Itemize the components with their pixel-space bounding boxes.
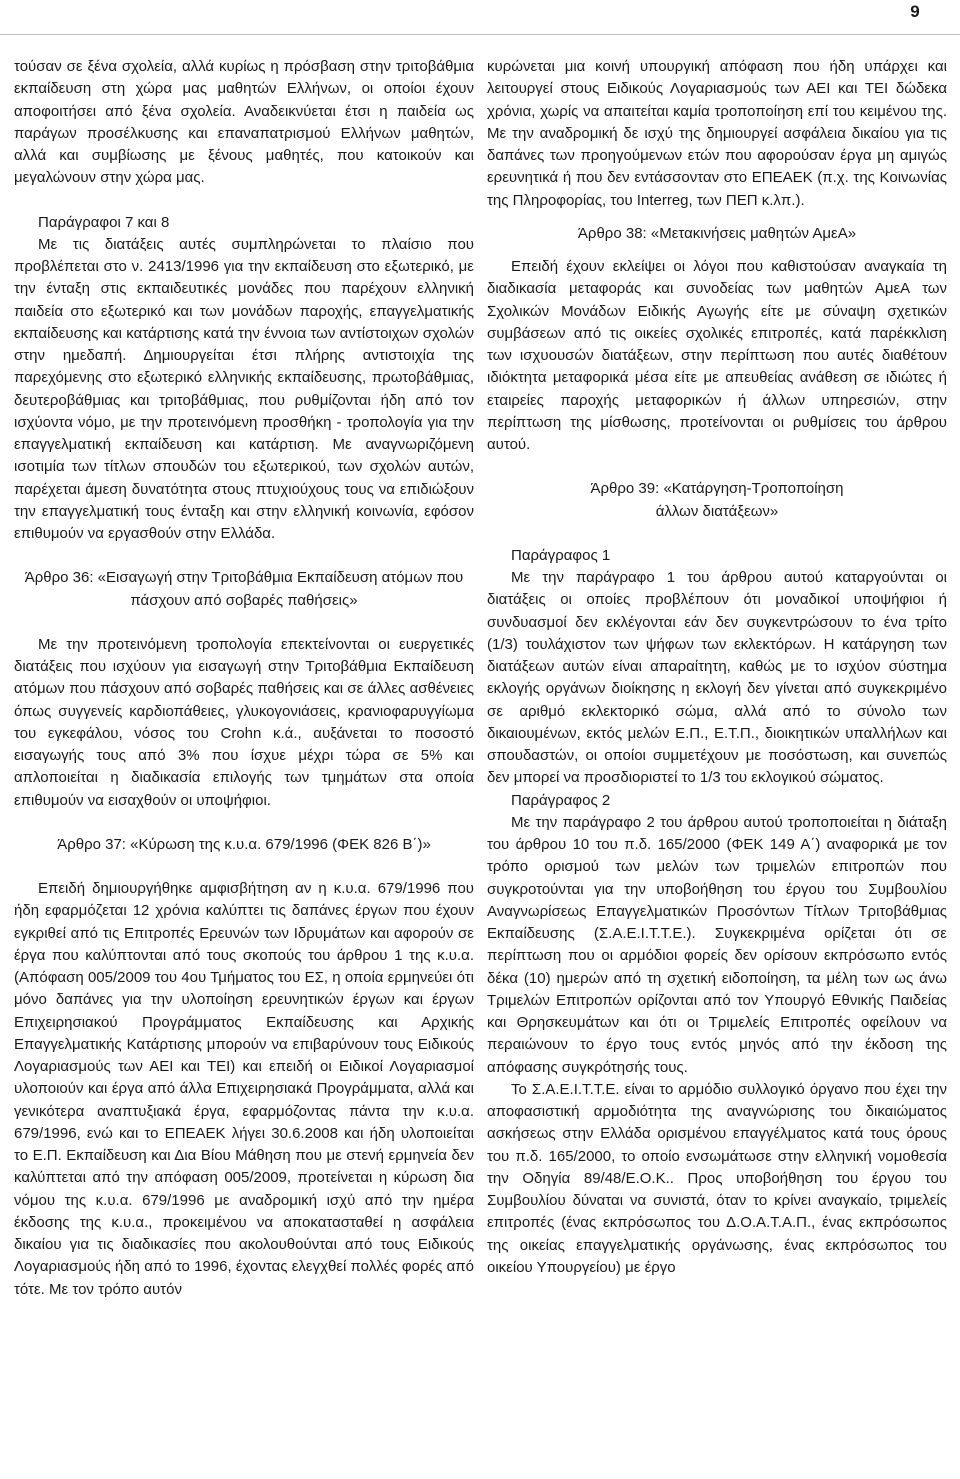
intro-paragraph: τούσαν σε ξένα σχολεία, αλλά κυρίως η πρόσβαση στην τριτοβάθμια εκπαίδευση στη χώρα μας μαθητών Ελλήνων, οι οποίοι έχουν αποφοιτήσει από ξένα σχολεία. Αναδεικνύεται έτσι η παιδεία ως παράγων προσέλκυσης και επαναπατρισμού Ελλήνων μαθητών, αλλά και συμβίωσης με ξένους μαθητές, που κατοικούν και μεγαλώνουν στην χώρα μας. (14, 58, 474, 187)
paragraph-1-text: Με την παράγραφο 1 του άρθρου αυτού καταργούνται οι διατάξεις οι οποίες προβλέπουν ότι μοναδικοί υποψήφιοι ή συνδυασμοί δεν εκλέγονται εάν δεν συγκεντρώσουν το ένα τρίτο (1/3) τουλάχιστον των ψήφων των εκλεκτόρων. Η κατάργηση των διατάξεων αυτών είναι απαραίτητη, καθώς με το ισχύον σύστημα εκλογής οργάνων διοίκησης η εκλογή δεν γίνεται από συγκεκριμένο σε αριθμό εκλεκτορικό σώμα, αλλά από το σύνολο των δικαιουμένων, εκτός μελών Ε.Π., Ε.Τ.Π., διοικητικών υπαλλήλων και σπουδαστών, οι οποίοι συμμετέχουν με ποσόστωση, και συνεπώς δεν μπορεί να προσδιοριστεί το 1/3 του εκλογικού σώματος. (487, 569, 947, 787)
header-divider (0, 34, 960, 35)
saeitte-paragraph: Το Σ.Α.Ε.Ι.Τ.Τ.Ε. είναι το αρμόδιο συλλογικό όργανο που έχει την αποφασιστική αρμοδιότητα της αναγνώρισης του δικαιώματος ασκήσεως στην Ελλάδα ορισμένου επαγγέλματος κατά τους όρους του π.δ. 165/2000, το οποίο ενσωμάτωσε στην ελληνική νομοθεσία την Οδηγία 89/48/Ε.Ο.Κ.. Προς υποβοήθηση του έργου του Συμβουλίου δύναται να συνιστά, όταν το κρίνει αναγκαίο, τριμελείς επιτροπές (ένας εκπρόσωπος του Δ.Ο.Α.Τ.Α.Π., ένας εκπρόσωπος της οικείας επαγγελματικής οργάνωσης, ένας εκπρόσωπος του οικείου Υπουργείου) με έργο (487, 1080, 947, 1276)
article-37-text: Επειδή δημιουργήθηκε αμφισβήτηση αν η κ.υ.α. 679/1996 που ήδη εφαρμόζεται 12 χρόνια καλύπτει τις δαπάνες έργων που έχουν εγκριθεί από τις Επιτροπές Ερευνών των Ιδρυμάτων και αφορούν σε έργα που καλύπτονται από τους σκοπούς του άρθρου 1 της κ.υ.α. (Απόφαση 005/2009 του 4ου Τμήματος του ΕΣ, η οποία ερμηνεύει ότι μόνο δαπάνες για την υλοποίηση ερευνητικών έργων και έργων Επιχειρησιακού Προγράμματος Εκπαίδευσης και Αρχικής Επαγγελματικής Κατάρτισης μπορούν να επιβαρύνουν τους Ειδικούς Λογαριασμούς των ΑΕΙ και ΤΕΙ) και επειδή οι Ειδικοί Λογαριασμοί υλοποιούν και έργα από άλλα Επιχειρησιακά Προγράμματα, αλλά και γενικότερα αναπτυξιακά έργα, εφαρμόζοντας πάντα την κ.υ.α. 679/1996, ενώ και το ΕΠΕΑΕΚ λήγει 30.6.2008 και ήδη υλοποιείται το Ε.Π. Εκπαίδευση και Δια Βίου Μάθηση που με στενή ερμηνεία δεν καλύπτεται από την απόφαση 005/2009, προτείνεται η κύρωση δια νόμου της κ.υ.α. 679/1996 με αναδρομική ισχύ από την ημέρα έκδοσης της κ.υ.α., προκειμένου να αποκατασταθεί η ασφάλεια δικαίου για τις διαδικασίες που ακολουθούνται από τους Ειδικούς Λογαριασμούς ήδη από το 1996, έχοντας ελεγχθεί πολλές φορές από τότε. Με τον τρόπο αυτόν (14, 880, 474, 1298)
paragraph-2-title: Παράγραφος 2 (511, 791, 611, 809)
right-column (487, 56, 947, 1279)
continuation-paragraph: κυρώνεται μια κοινή υπουργική απόφαση που ήδη υπάρχει και λειτουργεί στους Ειδικούς Λογαριασμούς των ΑΕΙ και ΤΕΙ δώδεκα χρόνια, χωρίς να απαιτείται καμία τροποποίηση επί του κειμένου της. Με την αναδρομική δε ισχύ της δημιουργεί ασφάλεια δικαίου για τις δαπάνες των προηγούμενων ετών που αφορούσαν έργα μη αμιγώς ερευνητικά ή που δεν εντάσσονταν στο ΕΠΕΑΕΚ (π.χ. της Κοινωνίας της Πληροφορίας, του Interreg, των ΠΕΠ κ.λπ.). (487, 58, 947, 209)
paragraphs-7-8-title: Παράγραφοι 7 και 8 (38, 213, 170, 231)
article-36-text: Με την προτεινόμενη τροπολογία επεκτείνονται οι ευεργετικές διατάξεις που ισχύουν για εισαγωγή στην Τριτοβάθμια Εκπαίδευση ατόμων που πάσχουν από σοβαρές παθήσεις και σε άλλες ασθένειες όπως συγγενείς καρδιοπάθειες, γλυκογονιάσεις, κρανιοφαρυγγίωμα του εγκεφάλου, νόσος του Crohn κ.ά., αυξάνεται το ποσοστό εισαγωγής τους από 3% που ίσχυε μέχρι τώρα σε 5% και απλοποιείται η διαδικασία επιλογής των τμημάτων στα οποία επιθυμούν να εισαχθούν οι υποψήφιοι. (14, 635, 474, 809)
article-36-title: Άρθρο 36: «Εισαγωγή στην Τριτοβάθμια Εκπαίδευση ατόμων που πάσχουν από σοβαρές παθήσεις» (24, 569, 464, 609)
article-39-title-line2: άλλων διατάξεων» (655, 502, 779, 520)
paragraph-2-text: Με την παράγραφο 2 του άρθρου αυτού τροποποιείται η διάταξη του άρθρου 10 του π.δ. 165/2000 (ΦΕΚ 149 Α΄) αναφορικά με τον τρόπο ορισμού των μελών των τριμελών επιτροπών που συγκροτούνται για την υποβοήθηση του έργου του Συμβουλίου Αναγνωρίσεως Επαγγελματικών Προσόντων Τίτλων Τριτοβάθμιας Εκπαίδευσης (Σ.Α.Ε.Ι.Τ.Τ.Ε.). Συγκεκριμένα ορίζεται ότι σε περίπτωση που οι αρμόδιοι φορείς δεν ορίσουν εκπρόσωπο εντός δέκα (10) ημερών από τη σχετική ειδοποίηση, τα μέλη των ως άνω Τριμελών Επιτροπών ορίζονται από τον Υπουργό Εθνικής Παιδείας και Θρησκευμάτων και ότι οι Τριμελείς Επιτροπές οφείλουν να περαιώνουν το έργο τους εντός μηνός από την έκδοση της απόφασης συγκρότησής τους. (487, 813, 947, 1076)
page-number: 9 (910, 2, 920, 21)
left-column (14, 56, 474, 1301)
paragraph-1-title: Παράγραφος 1 (511, 546, 611, 564)
paragraphs-7-8-text: Με τις διατάξεις αυτές συμπληρώνεται το πλαίσιο που προβλέπεται στο ν. 2413/1996 για την εκπαίδευση στο εξωτερικό, με την ένταξη στις εκπαιδευτικές μονάδες που παρέχουν ελληνική παιδεία στο εξωτερικό και των μονάδων παροχής, επαγγελματικής εκπαίδευσης και κατάρτισης κατά την έννοια των αντίστοιχων σχολών στην ημεδαπή. Δημιουργείται έτσι πλήρης αντιστοιχία της παρεχόμενης στο εξωτερικό ελληνικής εκπαίδευσης, πρωτοβάθμιας, δευτεροβάθμιας και τριτοβάθμιας, που ρυθμίζονται ήδη από τον ισχύοντα νόμο, με την προτεινόμενη προσθήκη - τροπολογία για την επαγγελματική εκπαίδευση και κατάρτιση. Με αναγνωριζόμενη ισοτιμία των τίτλων σπουδών του εξωτερικού, των σχολών αυτών, παρέχεται άμεση δυνατότητα στους πτυχιούχους τους να επιδιώξουν την επαγγελματική τους ένταξη και στην ελληνική κοινωνία, εφόσον επιθυμούν να εργασθούν στην Ελλάδα. (14, 235, 474, 542)
article-39-title-line1: Άρθρο 39: «Κατάργηση-Τροποποίηση (590, 480, 844, 498)
article-38-title: Άρθρο 38: «Μετακινήσεις μαθητών ΑμεΑ» (577, 224, 857, 242)
article-37-title: Άρθρο 37: «Κύρωση της κ.υ.α. 679/1996 (ΦΕΚ 826 Β΄)» (57, 835, 431, 853)
article-38-text: Επειδή έχουν εκλείψει οι λόγοι που καθιστούσαν αναγκαία τη διαδικασία μεταφοράς και συνοδείας των μαθητών ΑμεΑ των Σχολικών Μονάδων Ειδικής Αγωγής είτε με σύναψη σχετικών συμβάσεων από τις οικείες σχολικές επιτροπές, κατά παρέκκλιση των ισχυουσών διατάξεων, στην περίπτωση που αυτές διαθέτουν ιδιόκτητα μεταφορικά μέσα είτε με απευθείας ανάθεση σε ιδιώτες ή εταιρείες παροχής μεταφορικών ή άλλων υπηρεσιών, στην περίπτωση της μίσθωσης, προτείνονται οι ρυθμίσεις του άρθρου αυτού. (487, 258, 947, 453)
